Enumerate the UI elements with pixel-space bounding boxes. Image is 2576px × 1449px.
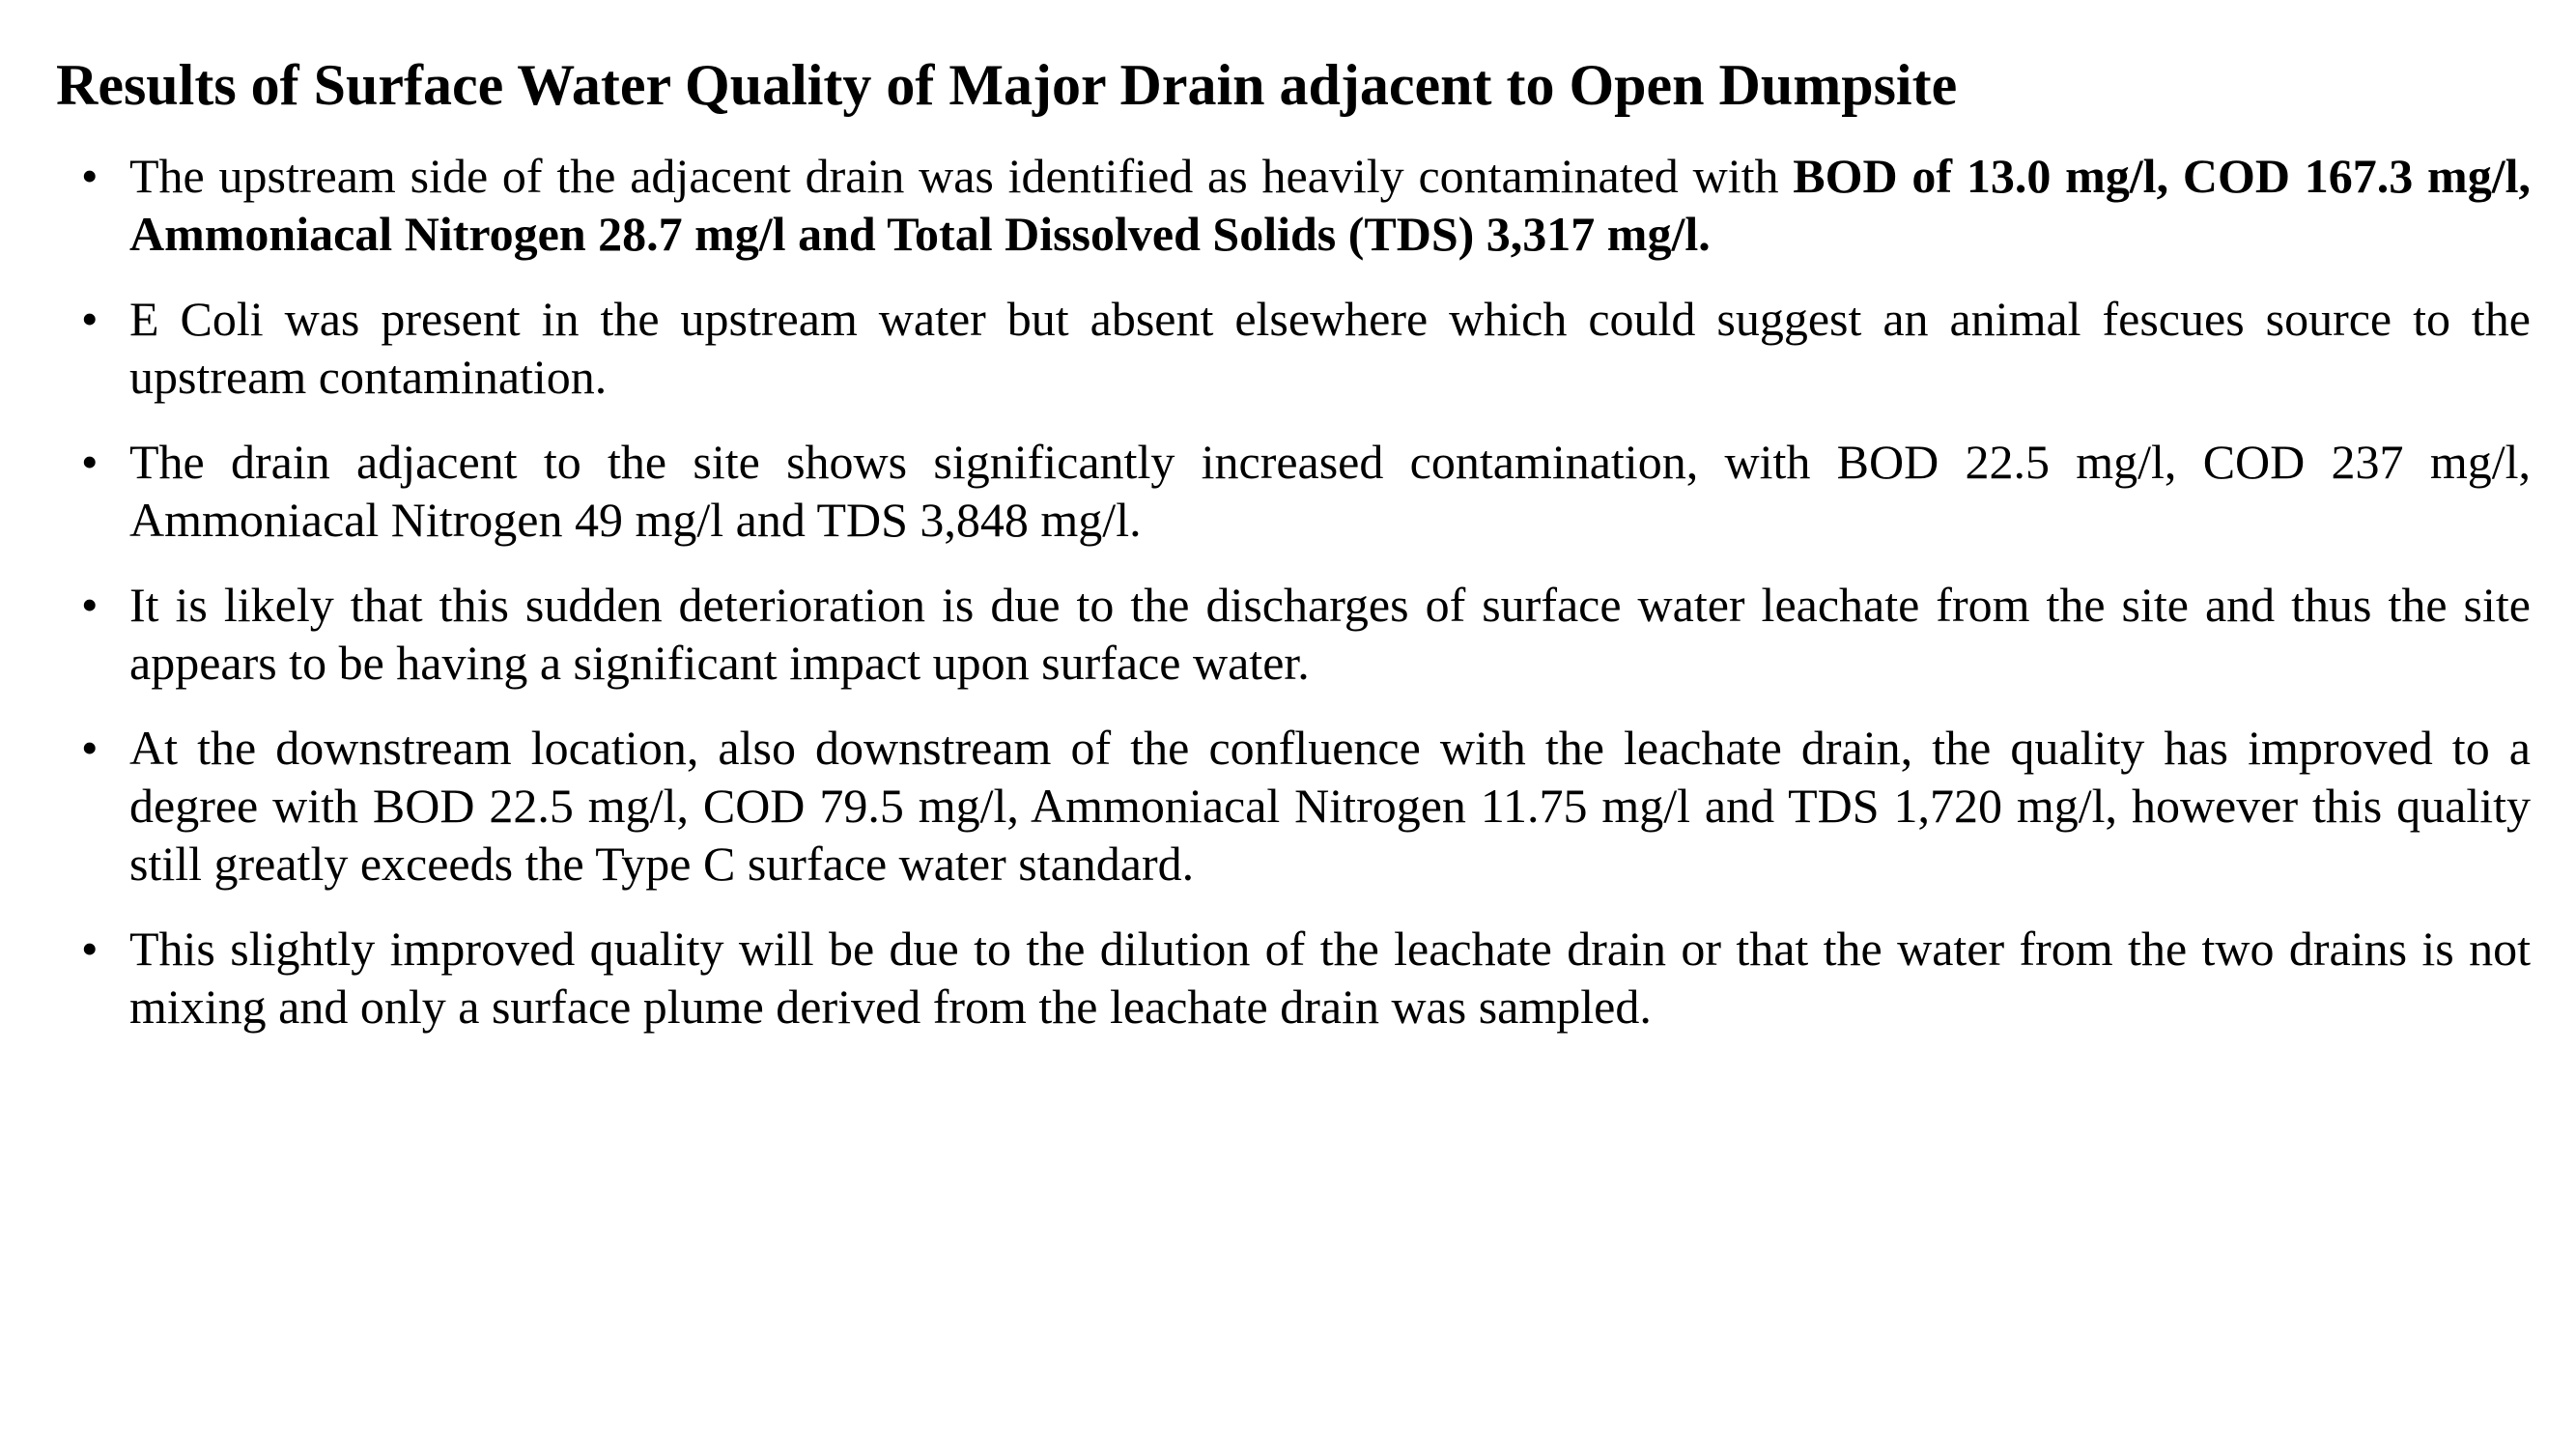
bullet-item-deterioration <box>81 576 2531 692</box>
bullet-text: At the downstream location, also downstream of the confluence with the leachate drain, the quality has improved to a degree with BOD 22.5 mg/l, COD 79.5 mg/l, Ammoniacal Nitrogen 11.75 mg/l and TDS 1,720 mg/l, however this quality still greatly exceeds the Type C surface water standard. <box>129 721 2531 891</box>
bullet-dot: • <box>81 721 99 775</box>
bullet-text: It is likely that this sudden deterioration is due to the discharges of surface water leachate from the site and thus the site appears to be having a significant impact upon surface water. <box>129 578 2531 690</box>
bullet-list <box>81 147 2531 1063</box>
bullet-dot: • <box>81 149 99 203</box>
bullet-text: This slightly improved quality will be due to the dilution of the leachate drain or that the water from the two drains is not mixing and only a surface plume derived from the leachate drain was sampled. <box>129 922 2531 1034</box>
bullet-item-dilution <box>81 920 2531 1036</box>
bullet-item-adjacent-drain <box>81 433 2531 549</box>
bullet-dot: • <box>81 578 99 632</box>
bullet-dot: • <box>81 435 99 489</box>
slide-title: Results of Surface Water Quality of Major Drain adjacent to Open Dumpsite <box>56 53 1958 117</box>
bullet-item-upstream <box>81 147 2531 263</box>
bullet-item-ecoli <box>81 290 2531 406</box>
bullet-text: E Coli was present in the upstream water but absent elsewhere which could suggest an animal fescues source to the upstream contamination. <box>129 292 2531 404</box>
bullet-text: The upstream side of the adjacent drain was identified as heavily contaminated with <box>129 149 1794 203</box>
bullet-dot: • <box>81 922 99 976</box>
bullet-item-downstream <box>81 719 2531 893</box>
bullet-bold-text: BOD of 13.0 mg/l, COD 167.3 mg/l, Ammoniacal Nitrogen 28.7 mg/l and Total Dissolved Solids (TDS) 3,317 mg/l. <box>129 149 2531 261</box>
bullet-text: The drain adjacent to the site shows significantly increased contamination, with BOD 22.5 mg/l, COD 237 mg/l, Ammoniacal Nitrogen 49 mg/l and TDS 3,848 mg/l. <box>129 435 2531 547</box>
bullet-dot: • <box>81 292 99 346</box>
